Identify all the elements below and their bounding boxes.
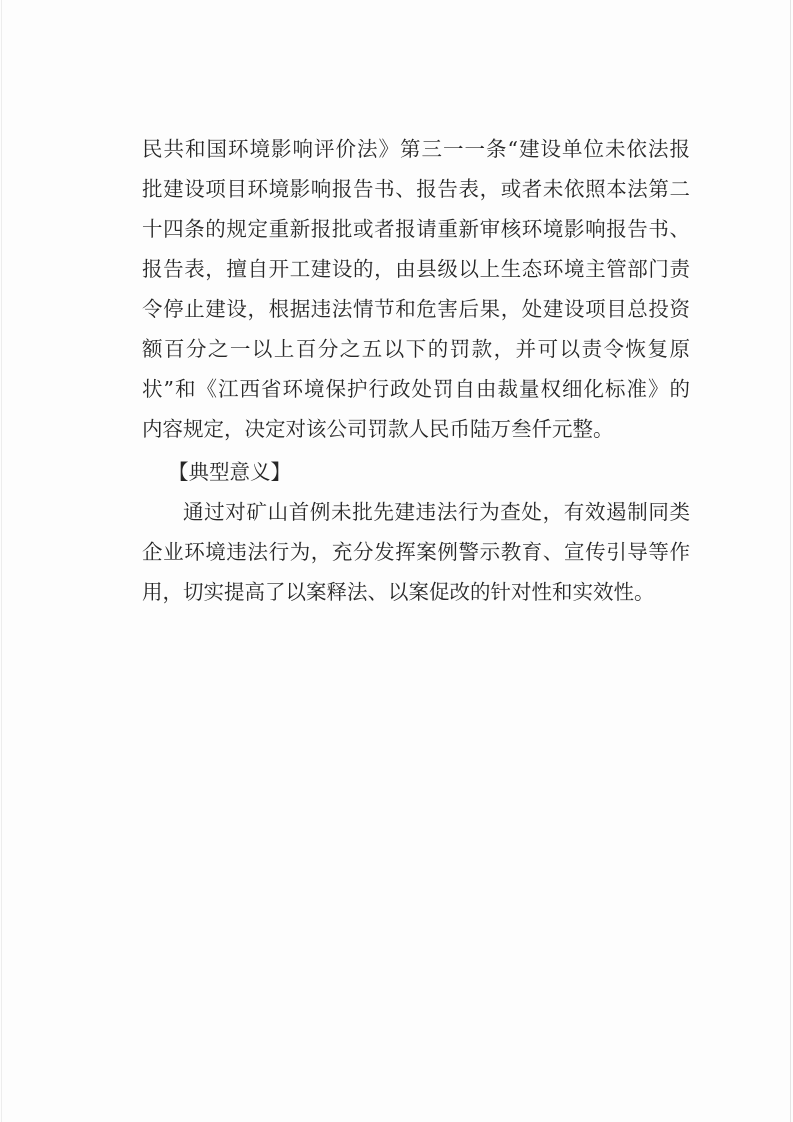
paragraph-line: 令停止建设，根据违法情节和危害后果，处建设项目总投资 xyxy=(142,297,690,321)
paragraph-line-first: 通过对矿山首例未批先建违法行为查处，有效遏制同类 xyxy=(183,500,690,524)
paragraph-line: 企业环境违法行为，充分发挥案例警示教育、宣传引导等作 xyxy=(142,540,690,564)
paragraph-line: 状”和《江西省环境保护行政处罚自由裁量权细化标准》的 xyxy=(142,377,690,401)
paragraph-line: 批建设项目环境影响报告书、报告表，或者未依照本法第二 xyxy=(142,177,690,201)
paragraph-line: 民共和国环境影响评价法》第三一一条“建设单位未依法报 xyxy=(142,137,690,161)
paragraph-line-last: 内容规定，决定对该公司罚款人民币陆万叁仟元整。 xyxy=(142,417,614,441)
paragraph-line: 十四条的规定重新报批或者报请重新审核环境影响报告书、 xyxy=(142,217,690,241)
paragraph-penalty-basis xyxy=(142,129,690,449)
scan-edge-right xyxy=(790,0,791,1122)
scan-edge-left xyxy=(1,0,2,1122)
paragraph-line-last: 用，切实提高了以案释法、以案促改的针对性和实效性。 xyxy=(142,580,655,604)
document-body xyxy=(142,129,690,612)
paragraph-line: 报告表，擅自开工建设的，由县级以上生态环境主管部门责 xyxy=(142,257,690,281)
paragraph-line: 额百分之一以上百分之五以下的罚款，并可以责令恢复原 xyxy=(142,337,690,361)
section-heading: 【典型意义】 xyxy=(168,460,291,484)
paragraph-significance xyxy=(142,492,690,612)
